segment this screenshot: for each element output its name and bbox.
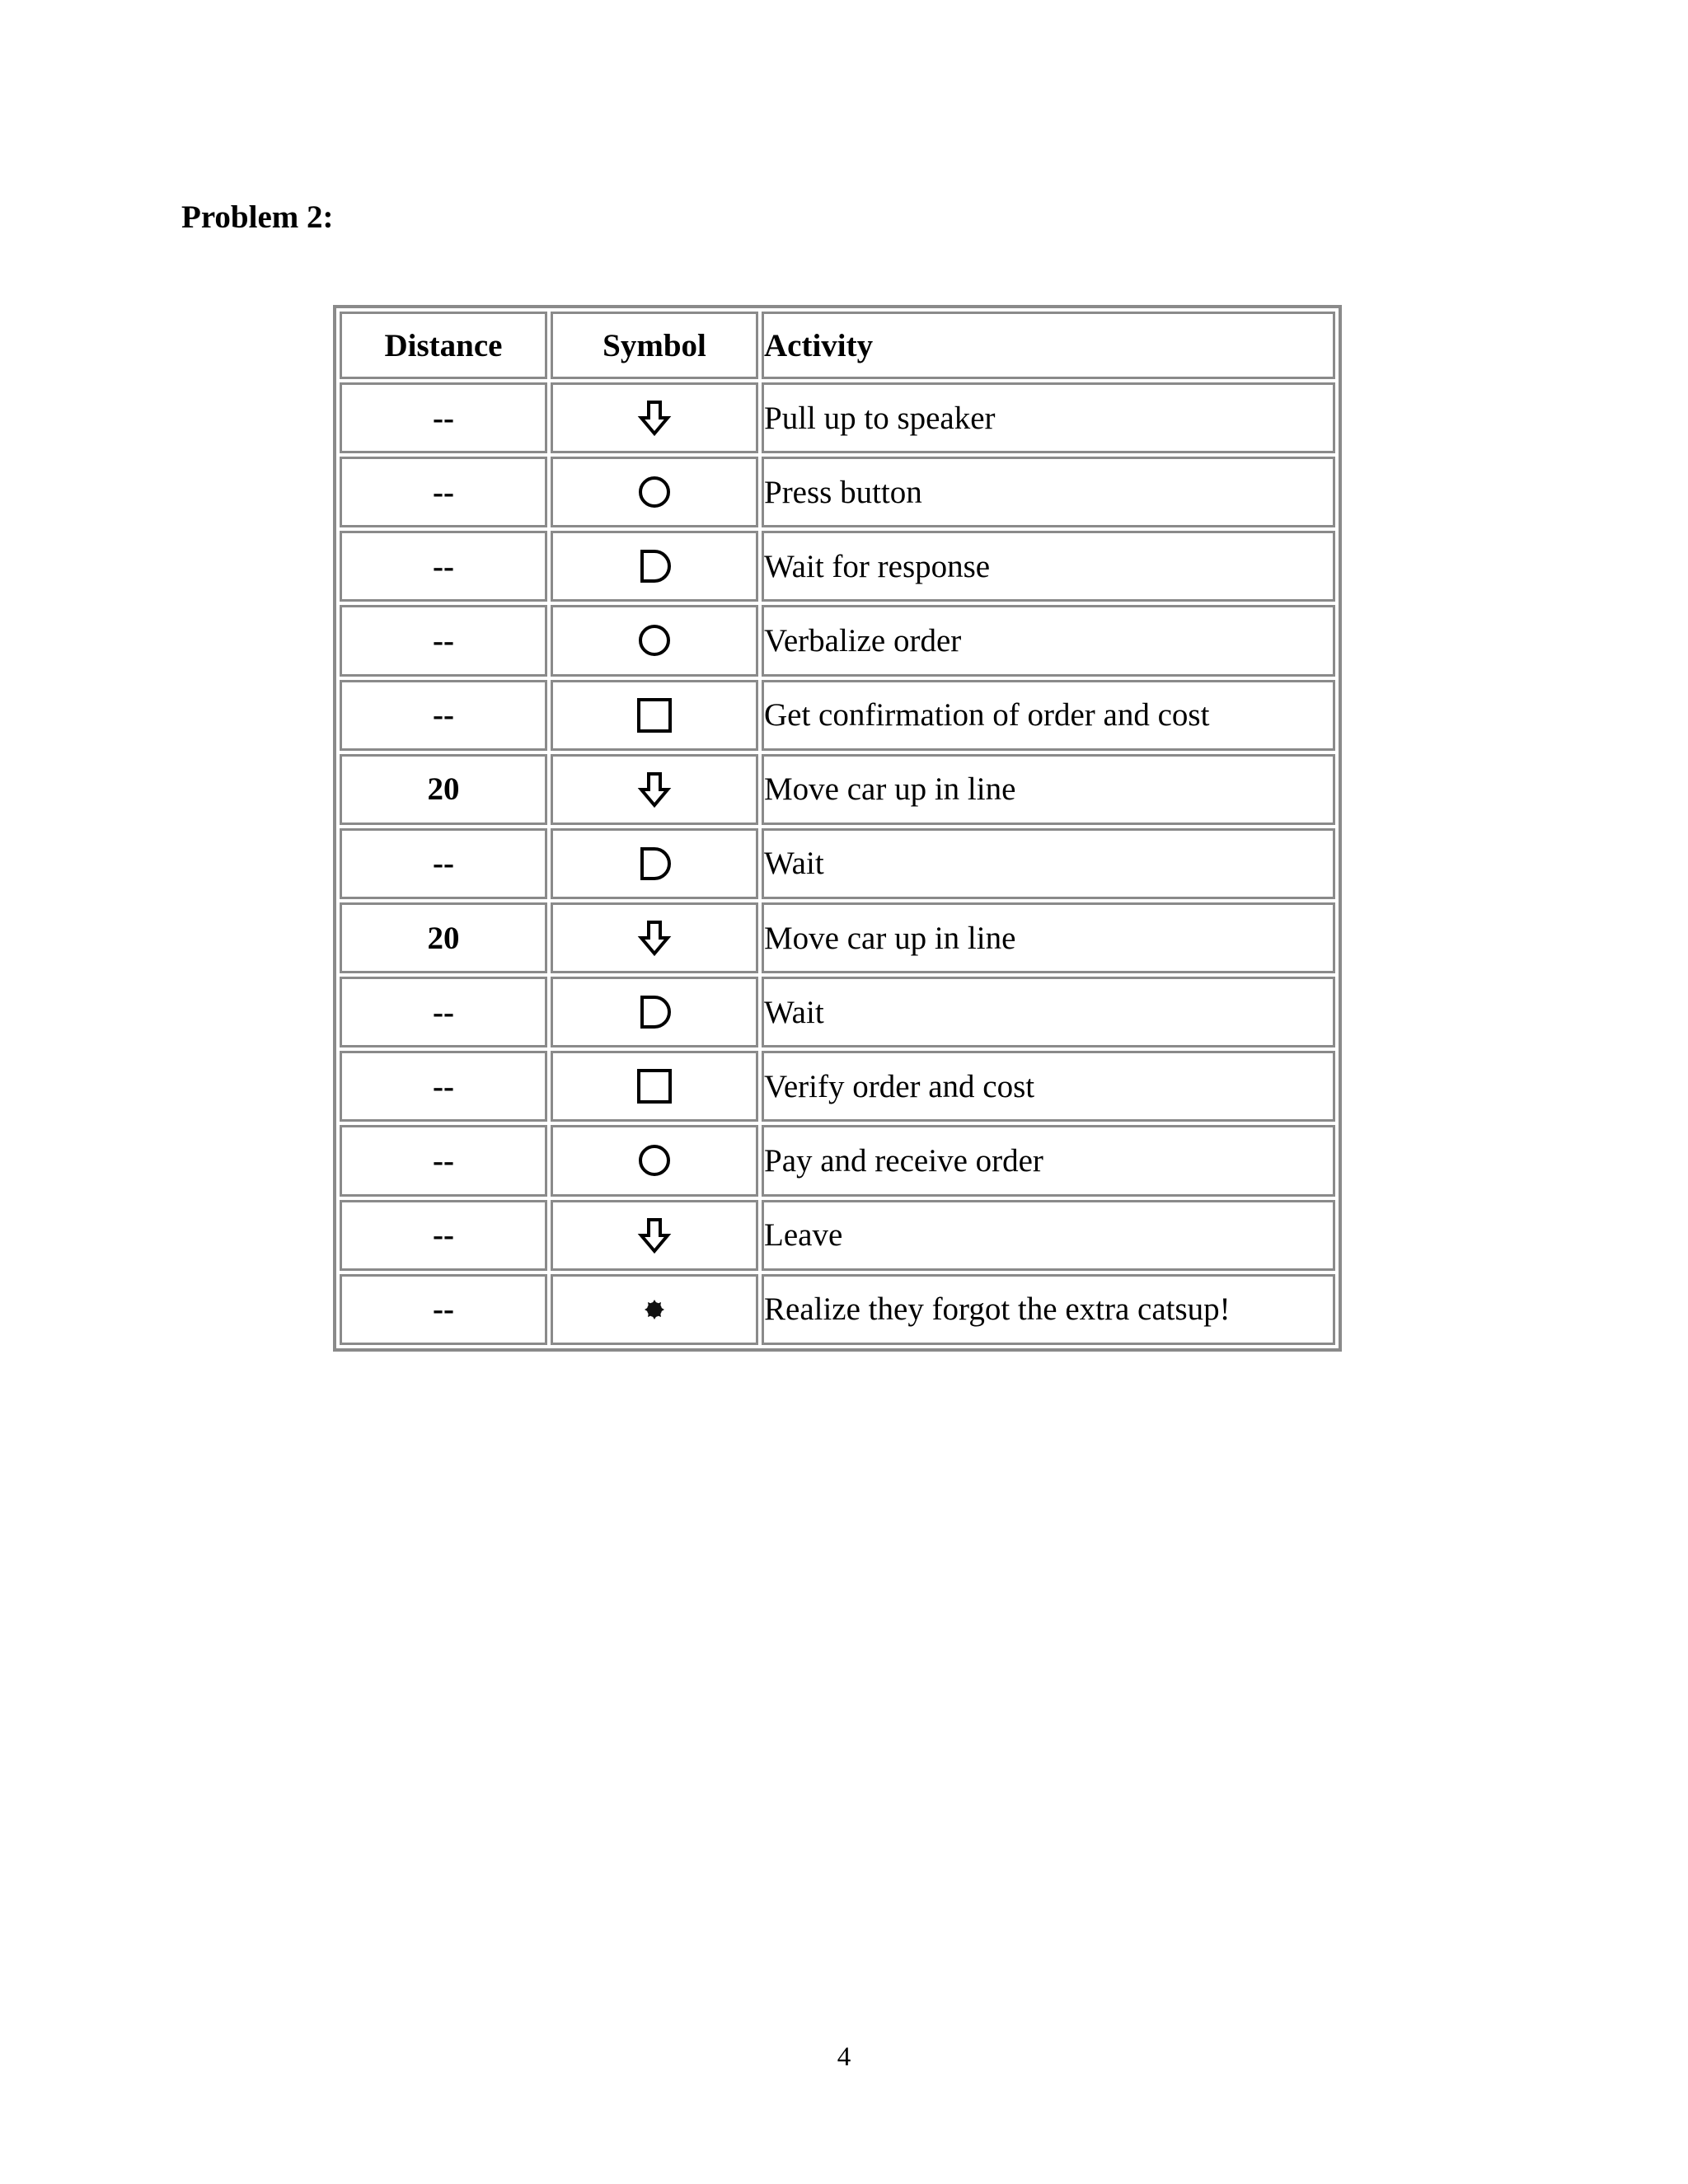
symbol-cell [551, 1125, 758, 1196]
distance-cell: 20 [340, 754, 547, 825]
activity-cell: Press button [762, 457, 1335, 527]
distance-cell: -- [340, 1051, 547, 1122]
table-row [340, 1274, 1335, 1345]
symbol-cell [551, 457, 758, 527]
symbol-cell [551, 1200, 758, 1271]
distance-cell: -- [340, 1274, 547, 1345]
transport-arrow-icon [635, 770, 674, 809]
transport-arrow-icon [635, 918, 674, 958]
activity-cell: Wait [762, 828, 1335, 899]
header-activity: Activity [762, 312, 1335, 379]
activity-cell: Pay and receive order [762, 1125, 1335, 1196]
activity-cell: Move car up in line [762, 902, 1335, 973]
distance-cell: -- [340, 531, 547, 602]
distance-cell: 20 [340, 902, 547, 973]
table-row [340, 977, 1335, 1047]
page-heading: Problem 2: [181, 199, 334, 235]
table-row [340, 457, 1335, 527]
activity-cell: Verify order and cost [762, 1051, 1335, 1122]
table-row [340, 1200, 1335, 1271]
table-row [340, 754, 1335, 825]
activity-cell: Realize they forgot the extra catsup! [762, 1274, 1335, 1345]
symbol-cell [551, 828, 758, 899]
distance-cell: -- [340, 1200, 547, 1271]
activity-cell: Wait [762, 977, 1335, 1047]
table-row [340, 680, 1335, 751]
burst-dot-icon [635, 1290, 674, 1329]
header-symbol: Symbol [551, 312, 758, 379]
symbol-cell [551, 977, 758, 1047]
activity-cell: Move car up in line [762, 754, 1335, 825]
operation-circle-icon [635, 621, 674, 660]
table-header-row [340, 312, 1335, 379]
delay-d-icon [635, 992, 674, 1032]
distance-cell: -- [340, 1125, 547, 1196]
inspection-square-icon [635, 1066, 674, 1106]
delay-d-icon [635, 844, 674, 883]
symbol-cell [551, 531, 758, 602]
table-row [340, 1051, 1335, 1122]
operation-circle-icon [635, 472, 674, 512]
transport-arrow-icon [635, 1216, 674, 1255]
symbol-cell [551, 680, 758, 751]
activity-cell: Get confirmation of order and cost [762, 680, 1335, 751]
distance-cell: -- [340, 680, 547, 751]
symbol-cell [551, 1051, 758, 1122]
table-row [340, 605, 1335, 676]
operation-circle-icon [635, 1141, 674, 1180]
symbol-cell [551, 605, 758, 676]
process-chart-table [333, 305, 1342, 1352]
table-row [340, 902, 1335, 973]
page-number: 4 [837, 2042, 851, 2072]
distance-cell: -- [340, 382, 547, 453]
table-row [340, 1125, 1335, 1196]
symbol-cell [551, 902, 758, 973]
symbol-cell [551, 382, 758, 453]
activity-cell: Wait for response [762, 531, 1335, 602]
delay-d-icon [635, 546, 674, 586]
table-row [340, 531, 1335, 602]
activity-cell: Pull up to speaker [762, 382, 1335, 453]
activity-cell: Leave [762, 1200, 1335, 1271]
inspection-square-icon [635, 696, 674, 735]
activity-cell: Verbalize order [762, 605, 1335, 676]
transport-arrow-icon [635, 398, 674, 438]
symbol-cell [551, 754, 758, 825]
distance-cell: -- [340, 457, 547, 527]
distance-cell: -- [340, 977, 547, 1047]
distance-cell: -- [340, 828, 547, 899]
symbol-cell [551, 1274, 758, 1345]
table-row [340, 828, 1335, 899]
distance-cell: -- [340, 605, 547, 676]
table-row [340, 382, 1335, 453]
header-distance: Distance [340, 312, 547, 379]
